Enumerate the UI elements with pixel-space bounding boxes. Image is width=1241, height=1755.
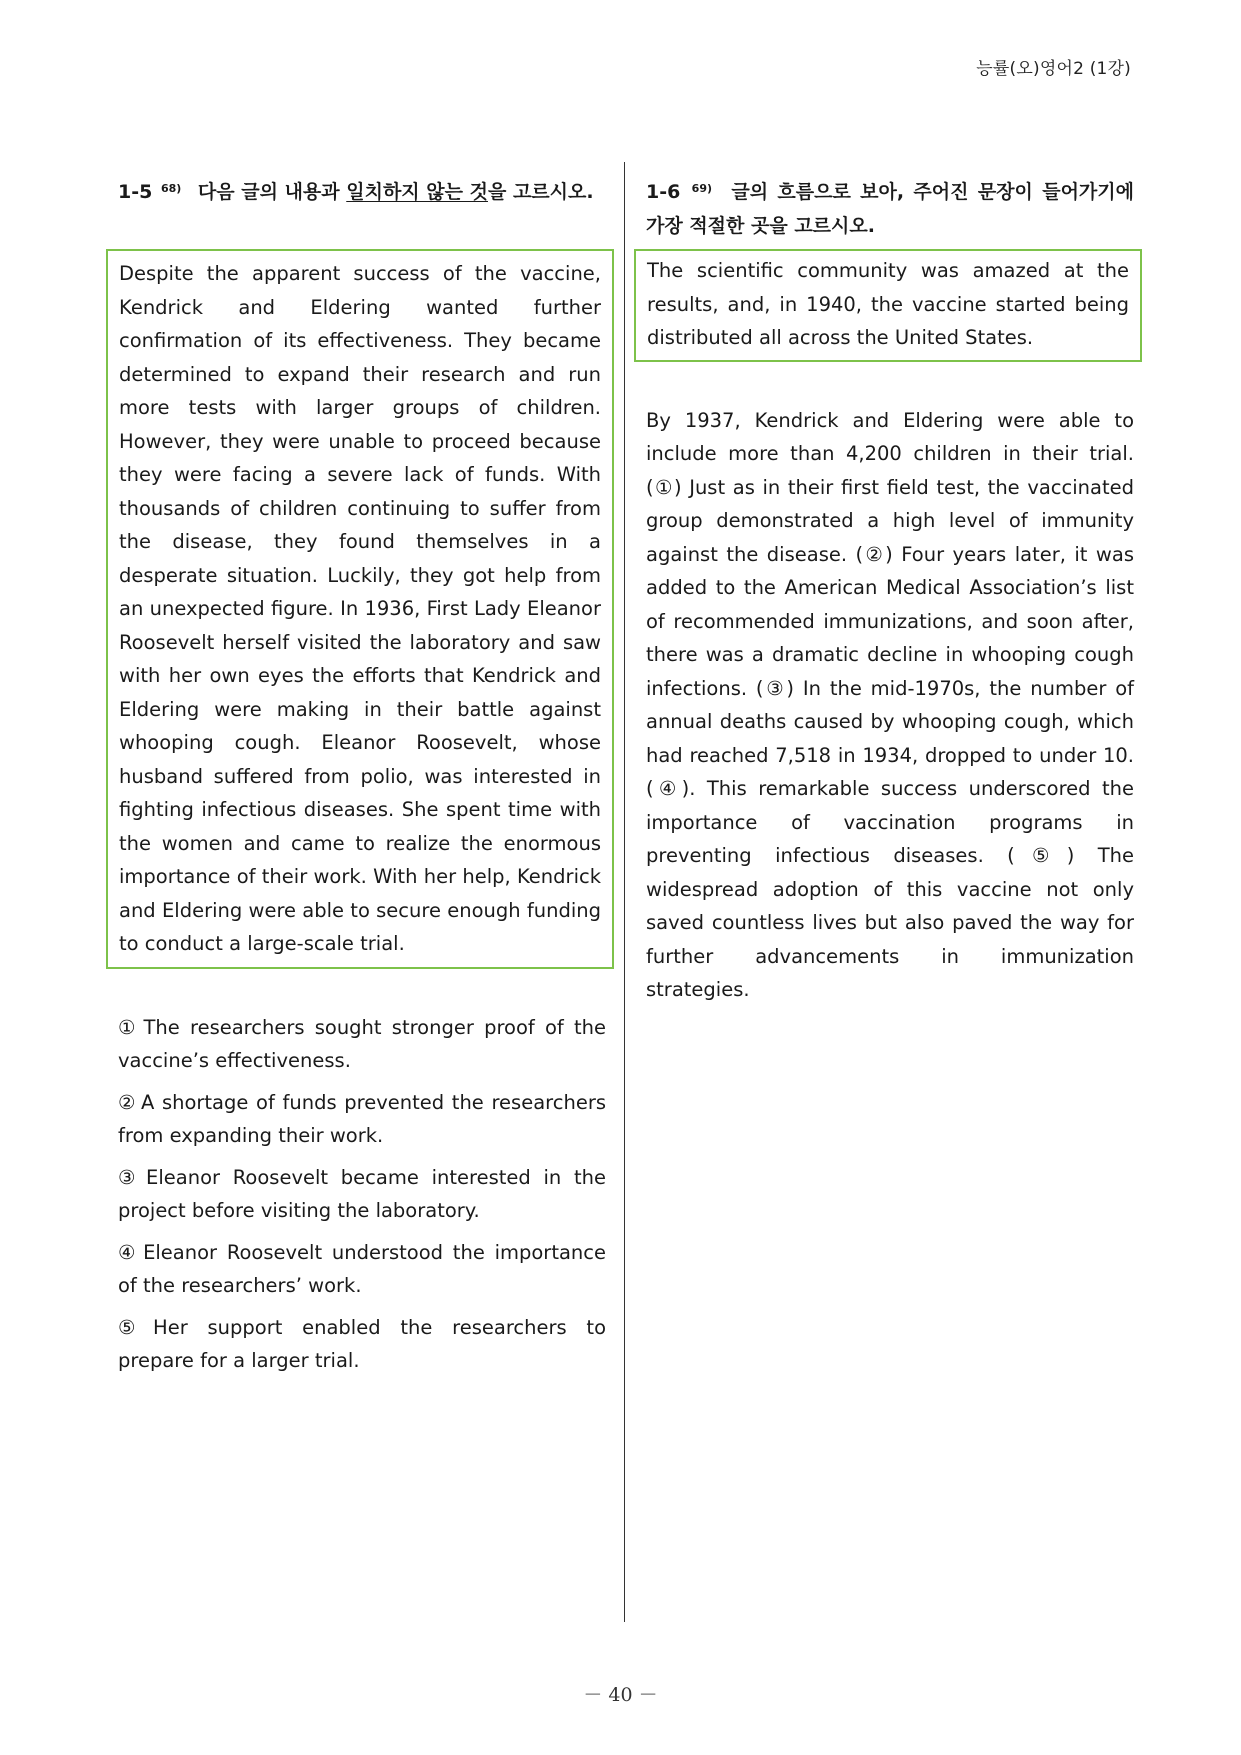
answer-choices [118,1011,606,1378]
question-1-6 [646,172,1134,1007]
title-text: 글의 흐름으로 보아, 주어진 문장이 들어가기에 가장 적절한 곳을 고르시오. [646,181,1134,237]
title-prefix: 다음 글의 내용과 [197,181,347,203]
question-1-5-title [118,172,606,209]
question-1-6-title [646,172,1134,243]
question-number: 1-6 [646,181,681,203]
passage-box [106,249,614,969]
choice-3[interactable] [118,1161,606,1228]
choice-mark: ④ [118,1240,140,1264]
choice-mark: ① [118,1015,140,1039]
choice-1[interactable] [118,1011,606,1078]
page-number: － 40 － [583,1684,658,1706]
choice-text: Her support enabled the researchers to prepare for a larger trial. [118,1315,606,1372]
passage-text: By 1937, Kendrick and Eldering were able to include more than 4,200 children in their trial. (①) Just as in their first field test, the vaccinated group demonstrated a high level of immunity against the disease. (②) Four years later, it was added to the American Medical Association’s list of recommended immunizations, and soon after, there was a dramatic decline in whooping cough infections. (③) In the mid-1970s, the number of annual deaths caused by whooping cough, which had reached 7,518 in 1934, dropped to under 10. (④). This remarkable success underscored the importance of vaccination programs in preventing infectious diseases. (⑤) The widespread adoption of this vaccine not only saved countless lives but also paved the way for further advancements in immunization strategies. [646,408,1134,1001]
choice-text: The researchers sought stronger proof of the vaccine’s effectiveness. [118,1015,606,1072]
choice-mark: ⑤ [118,1315,150,1339]
choice-mark: ③ [118,1165,143,1189]
footnote-ref: 68) [160,182,182,195]
choice-2[interactable] [118,1086,606,1153]
given-sentence-text: The scientific community was amazed at the results, and, in 1940, the vaccine started being distributed all across the United States. [647,259,1129,349]
choice-mark: ② [118,1090,137,1114]
page-header: 능률(오)영어2 (1강) [976,59,1131,79]
question-number: 1-5 [118,181,153,203]
choice-text: Eleanor Roosevelt became interested in the project before visiting the laboratory. [118,1165,607,1222]
choice-text: A shortage of funds prevented the researchers from expanding their work. [118,1090,606,1147]
title-suffix: 을 고르시오. [487,181,594,203]
choice-5[interactable] [118,1311,606,1378]
given-sentence-box [634,249,1142,362]
choice-4[interactable] [118,1236,606,1303]
passage-text: Despite the apparent success of the vaccine, Kendrick and Eldering wanted further confirmation of its effectiveness. They became determined to expand their research and run more tests with larger groups of children. However, they were unable to proceed because they were facing a severe lack of funds. With thousands of children continuing to suffer from the disease, they found themselves in a desperate situation. Luckily, they got help from an unexpected figure. In 1936, First Lady Eleanor Roosevelt herself visited the laboratory and saw with her own eyes the efforts that Kendrick and Eldering were making in their battle against whooping cough. Eleanor Roosevelt, whose husband suffered from polio, was interested in fighting infectious diseases. She spent time with the women and came to realize the enormous importance of their work. With her help, Kendrick and Eldering were able to secure enough funding to conduct a large-scale trial. [119,262,601,955]
footnote-ref: 69) [691,182,713,195]
column-divider [624,162,625,1622]
title-underlined: 일치하지 않는 것 [346,181,488,203]
question-1-5 [118,172,606,1386]
choice-text: Eleanor Roosevelt understood the importance of the researchers’ work. [118,1240,606,1297]
